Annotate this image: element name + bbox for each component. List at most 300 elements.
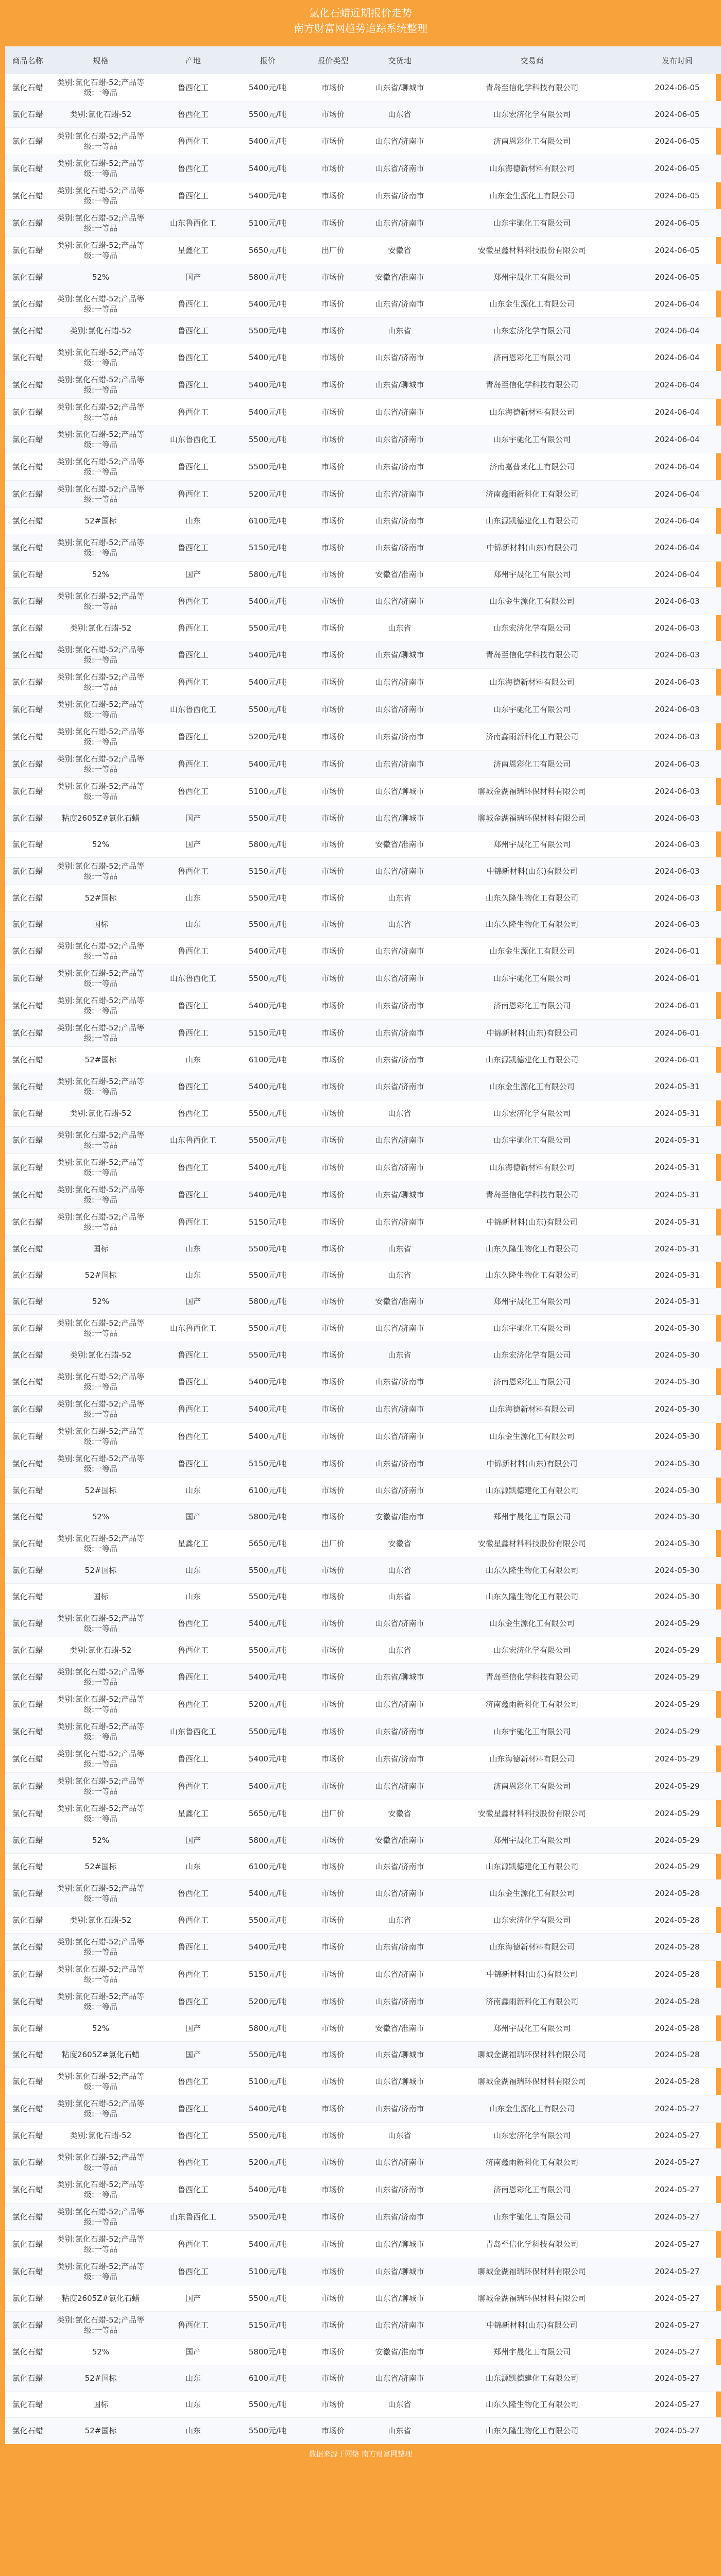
table-cell: 安徽省 [366,1800,434,1827]
table-cell: 氯化石蜡 [5,1773,50,1800]
table-cell: 鲁西化工 [151,992,235,1020]
table-row [5,264,721,291]
table-cell: 2024-06-05 [630,155,721,182]
table-cell: 氯化石蜡 [5,2176,50,2204]
table-row [5,2285,721,2312]
table-cell: 2024-06-01 [630,965,721,992]
table-cell: 山东鲁西化工 [151,210,235,237]
table-cell: 52#国标 [50,2418,151,2444]
table-cell: 鲁西化工 [151,1181,235,1209]
table-cell: 山东省/济南市 [366,1127,434,1154]
table-cell: 氯化石蜡 [5,1584,50,1610]
table-cell: 氯化石蜡 [5,1047,50,1073]
table-cell: 2024-06-04 [630,562,721,588]
table-row [5,778,721,805]
table-cell: 2024-05-29 [630,1827,721,1854]
table-cell: 鲁西化工 [151,1450,235,1478]
table-cell: 2024-06-03 [630,885,721,911]
table-cell: 山东省/济南市 [366,1610,434,1637]
table-cell: 中锦新材料(山东)有限公司 [434,1450,630,1478]
table-cell: 2024-05-30 [630,1504,721,1530]
table-cell: 氯化石蜡 [5,426,50,453]
table-cell: 国标 [50,1584,151,1610]
table-cell: 青岛至信化学科技有限公司 [434,371,630,399]
table-cell: 5150元/吨 [235,858,300,885]
table-cell: 山东省/济南市 [366,1154,434,1181]
table-cell: 2024-05-27 [630,2149,721,2176]
table-cell: 氯化石蜡 [5,805,50,832]
table-row [5,74,721,101]
table-cell: 类别:氯化石蜡-52;产品等级:一等品 [50,534,151,562]
table-cell: 山东省/济南市 [366,938,434,965]
table-cell: 2024-06-01 [630,1047,721,1073]
table-row [5,1315,721,1342]
table-cell: 2024-05-27 [630,2258,721,2285]
table-cell: 鲁西化工 [151,1073,235,1100]
table-cell: 安徽省/淮南市 [366,1504,434,1530]
table-cell: 山东海德新材料有限公司 [434,1745,630,1773]
table-row [5,1988,721,2015]
table-cell: 济南恩彩化工有限公司 [434,751,630,778]
table-row [5,1478,721,1504]
table-cell: 山东省/济南市 [366,669,434,696]
table-cell: 山东宇驰化工有限公司 [434,1718,630,1745]
table-cell: 市场价 [300,1127,366,1154]
table-cell: 2024-05-30 [630,1342,721,1368]
table-row [5,1610,721,1637]
table-cell: 2024-05-30 [630,1423,721,1450]
table-cell: 山东宇驰化工有限公司 [434,1127,630,1154]
table-cell: 5500元/吨 [235,1907,300,1934]
table-cell: 郑州宇晟化工有限公司 [434,562,630,588]
table-cell: 市场价 [300,1504,366,1530]
column-header: 报价 [235,46,300,74]
table-cell: 市场价 [300,508,366,534]
table-cell: 郑州宇晟化工有限公司 [434,2339,630,2365]
table-cell: 氯化石蜡 [5,1315,50,1342]
table-cell: 鲁西化工 [151,371,235,399]
table-cell: 市场价 [300,2042,366,2068]
table-cell: 山东 [151,1557,235,1584]
table-row [5,182,721,210]
table-cell: 山东海德新材料有限公司 [434,1396,630,1423]
table-cell: 5650元/吨 [235,1800,300,1827]
table-cell: 52% [50,2015,151,2042]
table-cell: 山东 [151,1584,235,1610]
table-row [5,1934,721,1961]
table-cell: 2024-06-03 [630,911,721,938]
table-cell: 鲁西化工 [151,128,235,155]
table-cell: 氯化石蜡 [5,182,50,210]
table-cell: 5500元/吨 [235,2123,300,2149]
table-cell: 6100元/吨 [235,1047,300,1073]
table-cell: 氯化石蜡 [5,669,50,696]
table-cell: 青岛至信化学科技有限公司 [434,74,630,101]
table-cell: 郑州宇晟化工有限公司 [434,832,630,858]
table-cell: 市场价 [300,1773,366,1800]
table-cell: 2024-05-28 [630,1907,721,1934]
table-cell: 山东久隆生物化工有限公司 [434,885,630,911]
table-cell: 山东金生源化工有限公司 [434,291,630,318]
table-cell: 2024-06-04 [630,344,721,371]
table-cell: 国产 [151,805,235,832]
table-cell: 安徽省 [366,1530,434,1557]
table-row [5,426,721,453]
table-cell: 类别:氯化石蜡-52;产品等级:一等品 [50,965,151,992]
table-cell: 5400元/吨 [235,1664,300,1691]
table-cell: 5400元/吨 [235,2231,300,2258]
table-cell: 52#国标 [50,2365,151,2392]
table-cell: 山东宇驰化工有限公司 [434,696,630,723]
table-cell: 2024-05-30 [630,1450,721,1478]
table-cell: 2024-05-28 [630,1961,721,1988]
table-cell: 鲁西化工 [151,318,235,344]
table-row [5,2068,721,2095]
table-cell: 5500元/吨 [235,101,300,128]
table-cell: 鲁西化工 [151,291,235,318]
table-cell: 市场价 [300,1450,366,1478]
table-cell: 类别:氯化石蜡-52;产品等级:一等品 [50,74,151,101]
table-cell: 2024-05-27 [630,2095,721,2123]
table-cell: 国标 [50,1236,151,1262]
table-cell: 山东省/济南市 [366,1368,434,1396]
table-cell: 山东省/济南市 [366,1478,434,1504]
table-cell: 山东省/济南市 [366,965,434,992]
table-cell: 郑州宇晟化工有限公司 [434,1289,630,1315]
table-cell: 类别:氯化石蜡-52;产品等级:一等品 [50,696,151,723]
table-cell: 类别:氯化石蜡-52;产品等级:一等品 [50,2231,151,2258]
table-cell: 2024-06-03 [630,805,721,832]
table-cell: 鲁西化工 [151,2176,235,2204]
table-row [5,1557,721,1584]
table-cell: 山东金生源化工有限公司 [434,2095,630,2123]
table-cell: 氯化石蜡 [5,1127,50,1154]
column-header: 报价类型 [300,46,366,74]
table-cell: 山东省 [366,1262,434,1289]
page-footer: 数据来源于网络 南方财富网整理 [308,2450,413,2459]
table-row [5,1773,721,1800]
table-cell: 5400元/吨 [235,669,300,696]
table-cell: 2024-05-31 [630,1127,721,1154]
table-cell: 氯化石蜡 [5,1262,50,1289]
table-cell: 市场价 [300,1181,366,1209]
table-cell: 鲁西化工 [151,751,235,778]
table-cell: 5150元/吨 [235,534,300,562]
table-cell: 2024-05-27 [630,2123,721,2149]
table-row [5,885,721,911]
table-cell: 市场价 [300,426,366,453]
table-cell: 5500元/吨 [235,1315,300,1342]
table-cell: 市场价 [300,1020,366,1047]
table-cell: 2024-05-29 [630,1637,721,1664]
table-cell: 2024-05-29 [630,1691,721,1718]
table-cell: 氯化石蜡 [5,1289,50,1315]
table-cell: 氯化石蜡 [5,1557,50,1584]
table-cell: 5200元/吨 [235,1691,300,1718]
table-cell: 2024-05-31 [630,1181,721,1209]
column-header: 产地 [151,46,235,74]
table-cell: 山东鲁西化工 [151,1315,235,1342]
table-cell: 2024-05-29 [630,1773,721,1800]
table-cell: 氯化石蜡 [5,508,50,534]
table-cell: 聊城金湖福瑞环保材料有限公司 [434,778,630,805]
table-row [5,2418,721,2444]
table-row [5,101,721,128]
table-cell: 2024-06-05 [630,74,721,101]
table-cell: 5500元/吨 [235,2204,300,2231]
table-cell: 市场价 [300,182,366,210]
table-cell: 类别:氯化石蜡-52;产品等级:一等品 [50,1773,151,1800]
table-cell: 5500元/吨 [235,1637,300,1664]
table-cell: 鲁西化工 [151,453,235,481]
table-cell: 市场价 [300,2231,366,2258]
table-cell: 5500元/吨 [235,1100,300,1127]
table-cell: 市场价 [300,641,366,669]
table-cell: 5400元/吨 [235,291,300,318]
table-row [5,2149,721,2176]
table-cell: 市场价 [300,885,366,911]
table-cell: 5500元/吨 [235,1236,300,1262]
table-cell: 山东省/聊城市 [366,805,434,832]
table-row [5,481,721,508]
table-cell: 市场价 [300,74,366,101]
table-cell: 52#国标 [50,1854,151,1880]
table-cell: 类别:氯化石蜡-52;产品等级:一等品 [50,1154,151,1181]
table-cell: 山东省 [366,1100,434,1127]
table-cell: 出厂价 [300,237,366,264]
table-row [5,2015,721,2042]
table-cell: 中锦新材料(山东)有限公司 [434,2312,630,2339]
table-cell: 鲁西化工 [151,615,235,641]
table-cell: 氯化石蜡 [5,2392,50,2418]
table-cell: 鲁西化工 [151,2312,235,2339]
table-row [5,669,721,696]
table-cell: 山东海德新材料有限公司 [434,1934,630,1961]
table-cell: 类别:氯化石蜡-52;产品等级:一等品 [50,1127,151,1154]
table-cell: 山东省/济南市 [366,1988,434,2015]
table-cell: 山东省/济南市 [366,2312,434,2339]
table-cell: 青岛至信化学科技有限公司 [434,2231,630,2258]
table-cell: 市场价 [300,1934,366,1961]
table-cell: 山东省/济南市 [366,426,434,453]
table-cell: 市场价 [300,1557,366,1584]
table-cell: 类别:氯化石蜡-52 [50,318,151,344]
table-cell: 5650元/吨 [235,1530,300,1557]
table-cell: 安徽星鑫材料科技股份有限公司 [434,1530,630,1557]
table-cell: 类别:氯化石蜡-52;产品等级:一等品 [50,2068,151,2095]
table-row [5,1342,721,1368]
table-cell: 52#国标 [50,508,151,534]
table-cell: 类别:氯化石蜡-52 [50,2123,151,2149]
table-cell: 类别:氯化石蜡-52;产品等级:一等品 [50,588,151,615]
table-cell: 氯化石蜡 [5,399,50,426]
table-cell: 市场价 [300,1854,366,1880]
table-cell: 2024-05-29 [630,1854,721,1880]
table-row [5,2258,721,2285]
table-cell: 山东省/济南市 [366,1691,434,1718]
table-cell: 市场价 [300,858,366,885]
table-cell: 市场价 [300,2068,366,2095]
table-cell: 山东鲁西化工 [151,1718,235,1745]
table-cell: 氯化石蜡 [5,155,50,182]
table-cell: 5100元/吨 [235,210,300,237]
table-cell: 2024-06-04 [630,318,721,344]
table-cell: 52% [50,1504,151,1530]
table-cell: 氯化石蜡 [5,2042,50,2068]
table-cell: 济南鑫雨新科化工有限公司 [434,723,630,751]
table-cell: 2024-05-28 [630,2015,721,2042]
table-cell: 5800元/吨 [235,832,300,858]
table-cell: 氯化石蜡 [5,696,50,723]
table-cell: 5500元/吨 [235,1718,300,1745]
table-row [5,1530,721,1557]
table-cell: 氯化石蜡 [5,992,50,1020]
table-row [5,1154,721,1181]
table-cell: 5100元/吨 [235,778,300,805]
table-cell: 市场价 [300,1961,366,1988]
table-cell: 5400元/吨 [235,751,300,778]
table-row [5,2339,721,2365]
table-cell: 郑州宇晟化工有限公司 [434,264,630,291]
table-cell: 氯化石蜡 [5,1368,50,1396]
table-cell: 氯化石蜡 [5,778,50,805]
table-cell: 类别:氯化石蜡-52;产品等级:一等品 [50,992,151,1020]
table-cell: 类别:氯化石蜡-52;产品等级:一等品 [50,2258,151,2285]
table-cell: 鲁西化工 [151,1961,235,1988]
table-cell: 5400元/吨 [235,371,300,399]
table-cell: 类别:氯化石蜡-52;产品等级:一等品 [50,155,151,182]
table-cell: 2024-05-30 [630,1530,721,1557]
table-cell: 市场价 [300,2312,366,2339]
table-cell: 类别:氯化石蜡-52;产品等级:一等品 [50,778,151,805]
table-cell: 氯化石蜡 [5,264,50,291]
table-cell: 山东 [151,1854,235,1880]
table-cell: 山东省/济南市 [366,1745,434,1773]
table-cell: 市场价 [300,101,366,128]
table-cell: 5150元/吨 [235,1209,300,1236]
table-cell: 粘度2605Z#氯化石蜡 [50,805,151,832]
table-cell: 氯化石蜡 [5,615,50,641]
table-cell: 市场价 [300,992,366,1020]
table-cell: 市场价 [300,588,366,615]
table-cell: 鲁西化工 [151,2095,235,2123]
table-cell: 山东 [151,2418,235,2444]
table-cell: 52#国标 [50,1478,151,1504]
table-cell: 氯化石蜡 [5,453,50,481]
table-cell: 郑州宇晟化工有限公司 [434,1504,630,1530]
table-cell: 氯化石蜡 [5,2258,50,2285]
table-cell: 国产 [151,2042,235,2068]
table-cell: 2024-06-04 [630,291,721,318]
table-header-row [5,46,721,74]
table-cell: 5400元/吨 [235,1181,300,1209]
table-cell: 5800元/吨 [235,264,300,291]
table-cell: 6100元/吨 [235,2365,300,2392]
table-row [5,128,721,155]
table-cell: 5400元/吨 [235,1423,300,1450]
table-cell: 山东省/济南市 [366,1854,434,1880]
table-cell: 鲁西化工 [151,1209,235,1236]
table-cell: 市场价 [300,751,366,778]
table-cell: 安徽省/淮南市 [366,1827,434,1854]
table-cell: 山东省/济南市 [366,2365,434,2392]
column-header: 交货地 [366,46,434,74]
table-cell: 氯化石蜡 [5,2123,50,2149]
table-cell: 聊城金湖福瑞环保材料有限公司 [434,805,630,832]
table-cell: 市场价 [300,1423,366,1450]
table-cell: 山东省/济南市 [366,399,434,426]
table-cell: 山东 [151,911,235,938]
table-cell: 鲁西化工 [151,1423,235,1450]
table-cell: 市场价 [300,2365,366,2392]
table-cell: 2024-05-30 [630,1584,721,1610]
table-cell: 2024-05-31 [630,1209,721,1236]
table-cell: 5400元/吨 [235,182,300,210]
page-title: 氯化石蜡近期报价走势 [309,7,412,19]
table-cell: 国产 [151,2015,235,2042]
table-cell: 山东 [151,2365,235,2392]
table-cell: 6100元/吨 [235,508,300,534]
table-cell: 市场价 [300,1368,366,1396]
table-cell: 市场价 [300,1262,366,1289]
table-cell: 山东省/济南市 [366,128,434,155]
table-cell: 氯化石蜡 [5,1800,50,1827]
table-cell: 市场价 [300,1637,366,1664]
table-cell: 2024-05-31 [630,1073,721,1100]
table-cell: 市场价 [300,344,366,371]
table-cell: 山东金生源化工有限公司 [434,1073,630,1100]
table-cell: 山东省/济南市 [366,858,434,885]
table-cell: 2024-05-28 [630,1880,721,1907]
table-row [5,1880,721,1907]
table-cell: 市场价 [300,1988,366,2015]
table-cell: 济南鑫雨新科化工有限公司 [434,1988,630,2015]
table-row [5,615,721,641]
table-cell: 氯化石蜡 [5,2204,50,2231]
table-cell: 氯化石蜡 [5,101,50,128]
table-cell: 山东省/济南市 [366,2176,434,2204]
table-row [5,588,721,615]
table-cell: 鲁西化工 [151,2123,235,2149]
table-cell: 类别:氯化石蜡-52;产品等级:一等品 [50,1315,151,1342]
table-cell: 5400元/吨 [235,1073,300,1100]
table-cell: 市场价 [300,1073,366,1100]
table-cell: 聊城金湖福瑞环保材料有限公司 [434,2042,630,2068]
table-cell: 氯化石蜡 [5,210,50,237]
table-cell: 类别:氯化石蜡-52;产品等级:一等品 [50,1073,151,1100]
table-cell: 5400元/吨 [235,588,300,615]
table-row [5,2204,721,2231]
table-cell: 山东省 [366,2392,434,2418]
table-cell: 市场价 [300,1154,366,1181]
table-cell: 市场价 [300,911,366,938]
table-cell: 山东省/济南市 [366,751,434,778]
table-cell: 5400元/吨 [235,344,300,371]
table-row [5,641,721,669]
table-cell: 山东省/济南市 [366,588,434,615]
table-row [5,508,721,534]
table-cell: 氯化石蜡 [5,2339,50,2365]
table-cell: 52#国标 [50,885,151,911]
table-cell: 市场价 [300,264,366,291]
table-cell: 国产 [151,562,235,588]
table-cell: 济南恩彩化工有限公司 [434,128,630,155]
table-cell: 2024-05-29 [630,1800,721,1827]
table-cell: 市场价 [300,1610,366,1637]
table-cell: 青岛至信化学科技有限公司 [434,1664,630,1691]
table-row [5,1047,721,1073]
table-cell: 类别:氯化石蜡-52;产品等级:一等品 [50,1181,151,1209]
